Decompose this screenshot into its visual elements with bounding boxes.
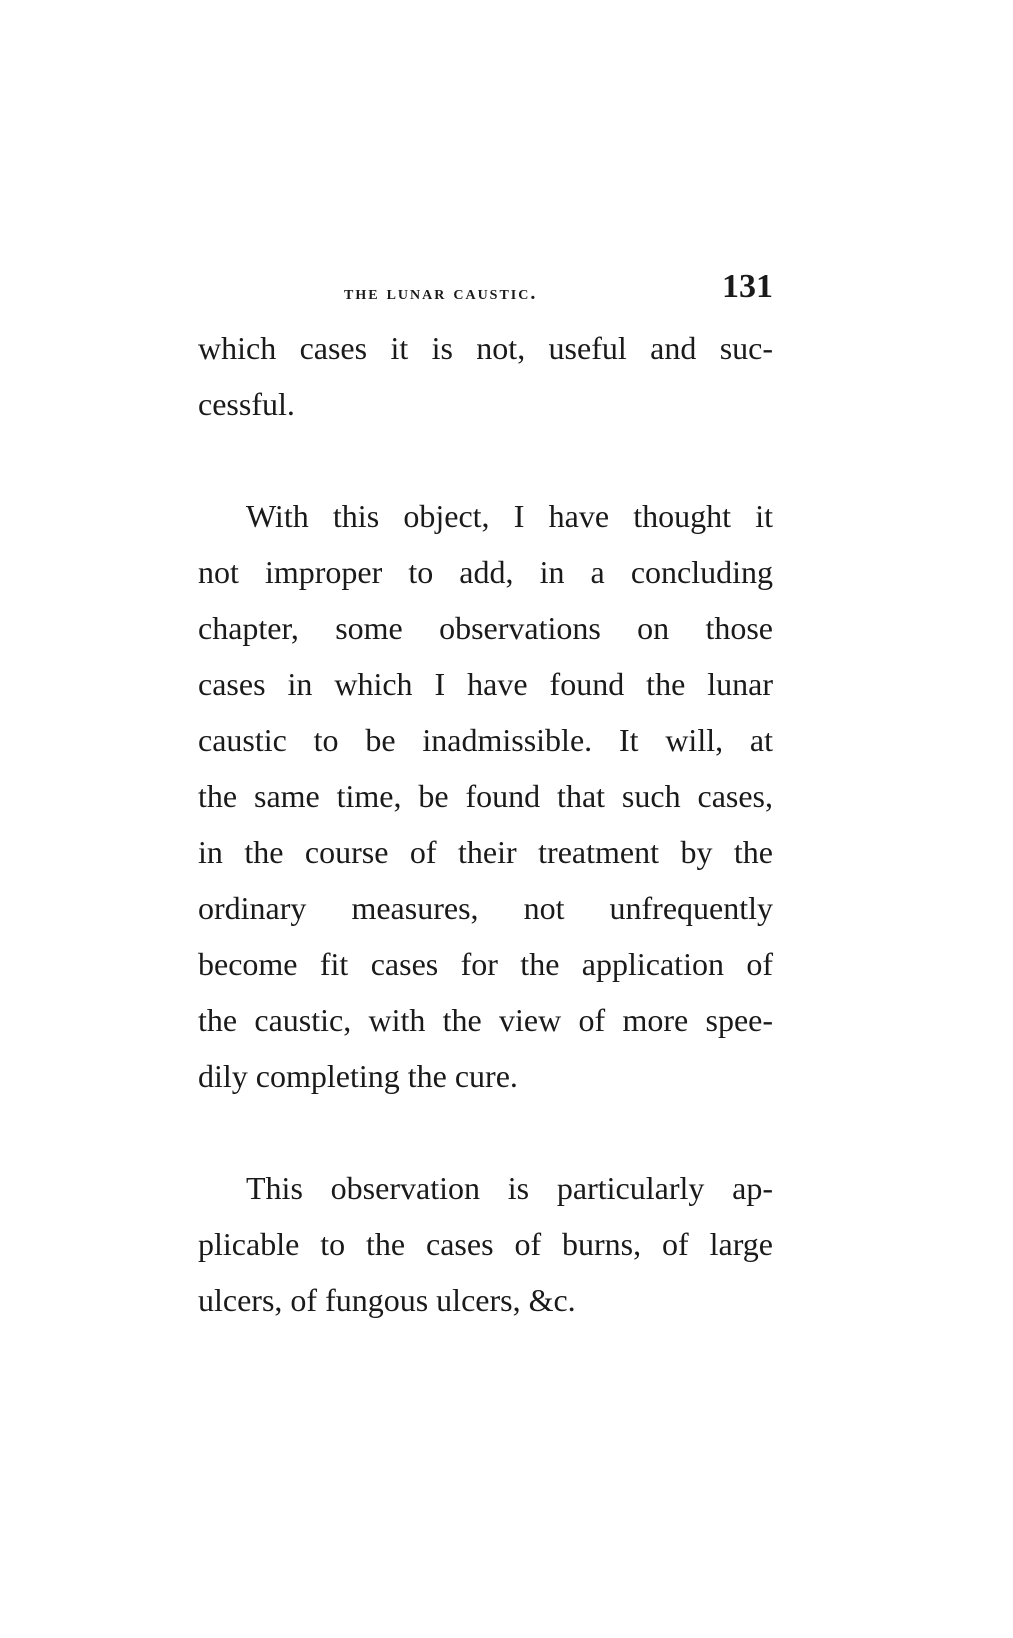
running-title: the lunar caustic. <box>344 282 538 304</box>
text-line: cases in which I have found the lunar <box>198 666 773 702</box>
text-line: chapter, some observations on those <box>198 610 773 646</box>
text-line: in the course of their treatment by the <box>198 834 773 870</box>
paragraph-1 <box>198 320 773 432</box>
text-line: become fit cases for the application of <box>198 946 773 982</box>
text-line: not improper to add, in a concluding <box>198 554 773 590</box>
text-line: With this object, I have thought it <box>246 498 773 534</box>
text-line: dily completing the cure. <box>198 1058 518 1094</box>
text-line: This observation is particularly ap- <box>246 1170 773 1206</box>
text-line: which cases it is not, useful and suc- <box>198 330 773 366</box>
text-line: ulcers, of fungous ulcers, &c. <box>198 1282 576 1318</box>
text-line: the caustic, with the view of more spee- <box>198 1002 773 1038</box>
running-head <box>198 268 773 318</box>
text-line: the same time, be found that such cases, <box>198 778 773 814</box>
text-line: plicable to the cases of burns, of large <box>198 1226 773 1262</box>
body-text <box>198 320 773 1328</box>
text-line: caustic to be inadmissible. It will, at <box>198 722 773 758</box>
paragraph-2 <box>198 488 773 1104</box>
paragraph-gap <box>198 1104 773 1160</box>
page-number: 131 <box>722 268 773 305</box>
text-line: cessful. <box>198 386 295 422</box>
paragraph-gap <box>198 432 773 488</box>
text-line: ordinary measures, not unfrequently <box>198 890 773 926</box>
paragraph-3 <box>198 1160 773 1328</box>
